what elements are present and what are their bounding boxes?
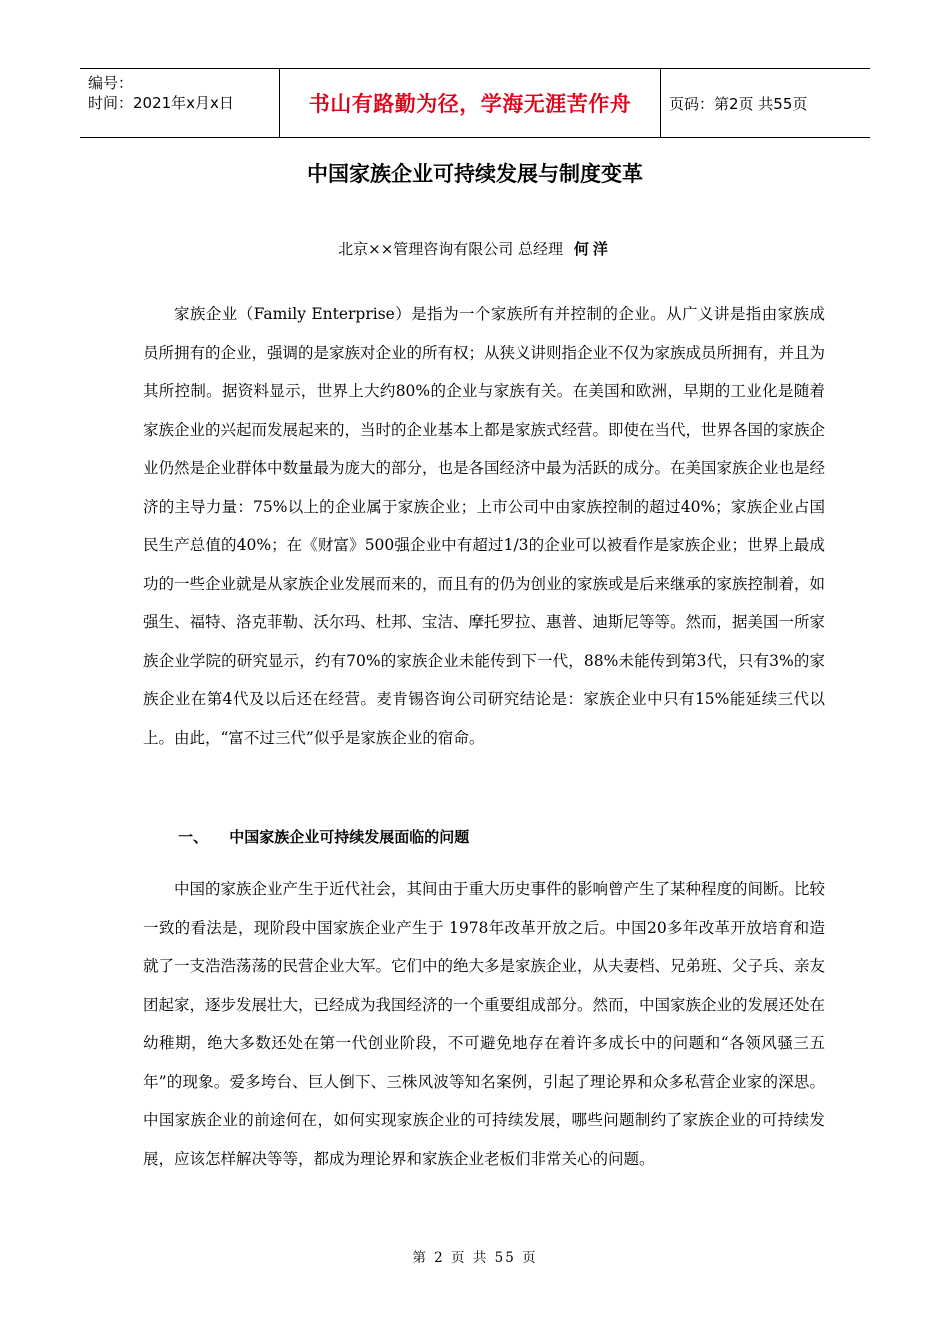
document-title: 中国家族企业可持续发展与制度变革	[307, 162, 643, 186]
body-paragraph-1: 家族企业（Family Enterprise）是指为一个家族所有并控制的企业。从广义讲是指由家族成员所拥有的企业，强调的是家族对企业的所有权；从狭义讲则指企业不仅为家族成员所拥有，并且为其所控制。据资料显示，世界上大约80%的企业与家族有关。在美国和欧洲，早期的工业化是随着家族企业的兴起而发展起来的，当时的企业基本上都是家族式经营。即使在当代，世界各国的家族企业仍然是企业群体中数量最为庞大的部分，也是各国经济中最为活跃的成分。在美国家族企业也是经济的主导力量：75%以上的企业属于家族企业；上市公司中由家族控制的超过40%；家族企业占国民生产总值的40%；在《财富》500强企业中有超过1/3的企业可以被看作是家族企业；世界上最成功的一些企业就是从家族企业发展而来的，而且有的仍为创业的家族或是后来继承的家族控制着，如强生、福特、洛克菲勒、沃尔玛、杜邦、宝洁、摩托罗拉、惠普、迪斯尼等等。然而，据美国一所家族企业学院的研究显示，约有70%的家族企业未能传到下一代，88%未能传到第3代，只有3%的家族企业在第4代及以后还在经营。麦肯锡咨询公司研究结论是：家族企业中只有15%能延续三代以上。由此，“富不过三代”似乎是家族企业的宿命。	[143, 305, 826, 747]
time-label: 时间：2021年x月x日	[88, 94, 234, 112]
author-name: 何洋	[573, 240, 612, 258]
page-info: 页码：第2页 共55页	[669, 94, 808, 113]
number-label: 编号：	[88, 74, 134, 92]
page-header	[80, 68, 870, 138]
header-meta-cell	[80, 69, 280, 137]
body-paragraph-2: 中国的家族企业产生于近代社会，其间由于重大历史事件的影响曾产生了某种程度的间断。比较一致的看法是，现阶段中国家族企业产生于 1978年改革开放之后。中国20多年改革开放培育和造就了一支浩浩荡荡的民营企业大军。它们中的绝大多是家族企业，从夫妻档、兄弟班、父子兵、亲友团起家，逐步发展壮大，已经成为我国经济的一个重要组成部分。然而，中国家族企业的发展还处在幼稚期，绝大多数还处在第一代创业阶段，不可避免地存在着许多成长中的问题和“各领风骚三五年”的现象。爱多垮台、巨人倒下、三株风波等知名案例，引起了理论界和众多私营企业家的深思。中国家族企业的前途何在，如何实现家族企业的可持续发展，哪些问题制约了家族企业的可持续发展，应该怎样解决等等，都成为理论界和家族企业老板们非常关心的问题。	[143, 880, 826, 1168]
author-line	[0, 238, 950, 259]
header-page-cell	[661, 69, 870, 137]
header-motto-cell	[280, 69, 661, 137]
section-number: 一、	[178, 828, 209, 846]
section-title: 中国家族企业可持续发展面临的问题	[229, 828, 470, 846]
motto-text: 书山有路勤为径，学海无涯苦作舟	[308, 92, 632, 116]
page-footer: 第 2 页 共 55 页	[412, 1250, 538, 1266]
author-affiliation: 北京××管理咨询有限公司 总经理	[338, 240, 564, 258]
section-heading-1	[178, 826, 469, 847]
